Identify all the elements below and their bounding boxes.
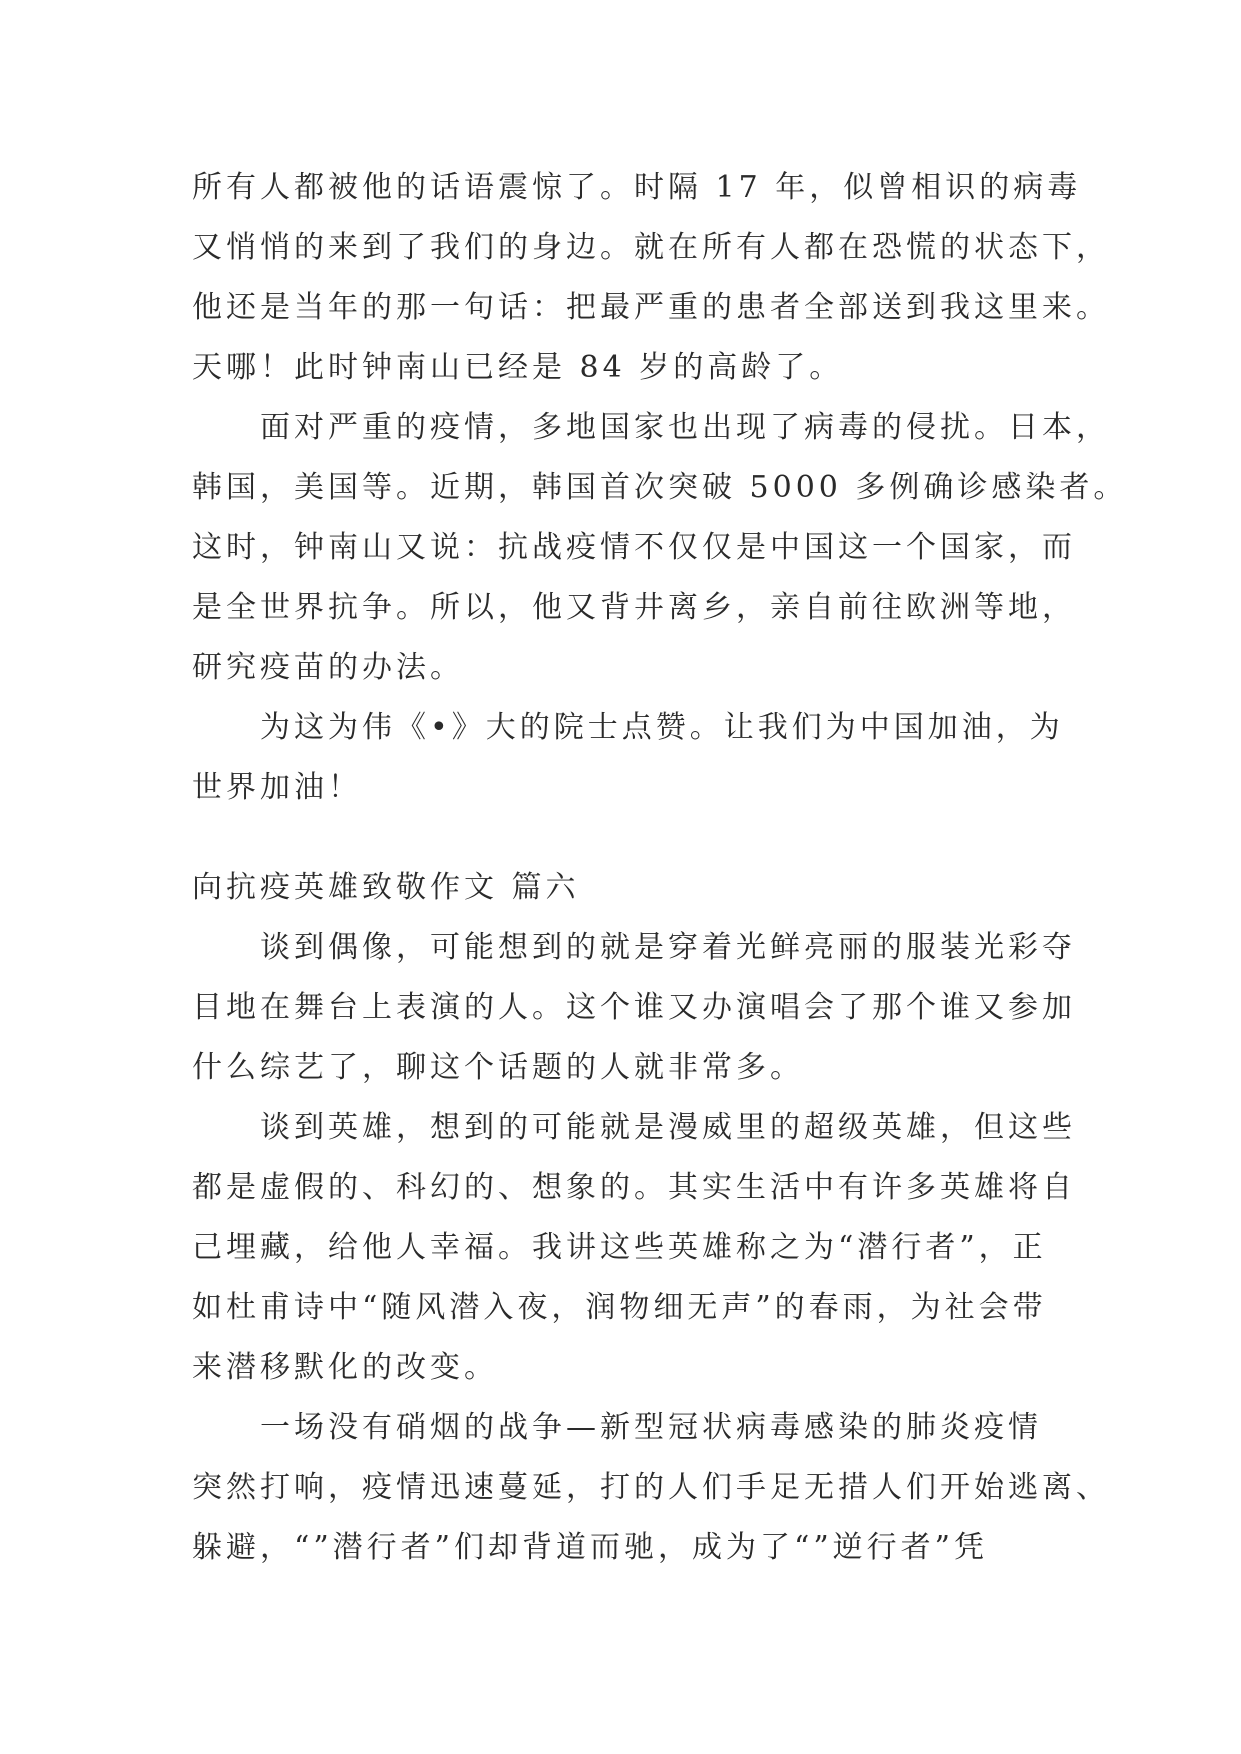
paragraph-6	[192, 1398, 1110, 1578]
text-line: 面对严重的疫情，多地国家也出现了病毒的侵扰。日本，	[192, 410, 1110, 445]
text-line: 如杜甫诗中“随风潜入夜，润物细无声”的春雨，为社会带	[192, 1290, 1047, 1325]
paragraph-4	[192, 918, 1092, 1098]
text-line: 研究疫苗的办法。	[192, 650, 464, 685]
text-line: 什么综艺了，聊这个话题的人就非常多。	[192, 1050, 804, 1085]
text-line: 天哪！此时钟南山已经是 84 岁的高龄了。	[192, 350, 844, 385]
paragraph-2	[192, 398, 1128, 698]
section-heading	[192, 858, 1092, 918]
text-line: 又悄悄的来到了我们的身边。就在所有人都在恐慌的状态下，	[192, 230, 1110, 265]
text-line: 为这为伟《•》大的院士点赞。让我们为中国加油，为	[192, 710, 1064, 745]
text-line: 都是虚假的、科幻的、想象的。其实生活中有许多英雄将自	[192, 1170, 1076, 1205]
text-line: 谈到偶像，可能想到的就是穿着光鲜亮丽的服装光彩夺	[192, 930, 1076, 965]
paragraph-1	[192, 158, 1110, 398]
text-line: 己埋藏，给他人幸福。我讲这些英雄称之为“潜行者”，正	[192, 1230, 1047, 1265]
text-line: 一场没有硝烟的战争—新型冠状病毒感染的肺炎疫情	[192, 1410, 1042, 1445]
text-line: 目地在舞台上表演的人。这个谁又办演唱会了那个谁又参加	[192, 990, 1076, 1025]
text-line: 来潜移默化的改变。	[192, 1350, 498, 1385]
paragraph-5	[192, 1098, 1092, 1398]
text-line: 谈到英雄，想到的可能就是漫威里的超级英雄，但这些	[192, 1110, 1076, 1145]
heading-text: 向抗疫英雄致敬作文 篇六	[192, 870, 580, 905]
text-line: 这时，钟南山又说：抗战疫情不仅仅是中国这一个国家，而	[192, 530, 1076, 565]
text-line: 世界加油！	[192, 770, 362, 805]
text-line: 所有人都被他的话语震惊了。时隔 17 年，似曾相识的病毒	[192, 170, 1082, 205]
text-line: 突然打响，疫情迅速蔓延，打的人们手足无措人们开始逃离、	[192, 1470, 1110, 1505]
text-line: 躲避，“”潜行者”们却背道而驰，成为了“”逆行者”凭	[192, 1530, 989, 1565]
text-line: 是全世界抗争。所以，他又背井离乡，亲自前往欧洲等地，	[192, 590, 1076, 625]
paragraph-3	[192, 698, 1092, 818]
text-line: 韩国，美国等。近期，韩国首次突破 5000 多例确诊感染者。	[192, 470, 1128, 505]
text-line: 他还是当年的那一句话：把最严重的患者全部送到我这里来。	[192, 290, 1110, 325]
